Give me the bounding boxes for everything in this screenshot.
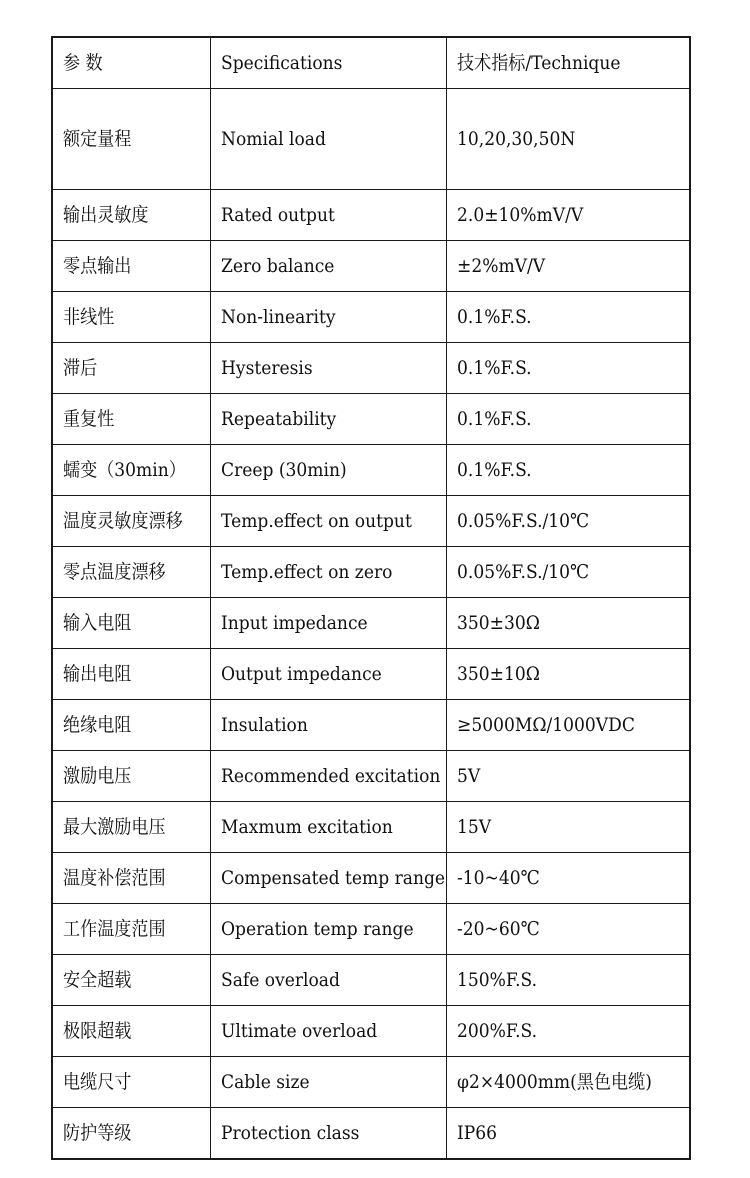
table-row <box>52 445 690 496</box>
row-en-label: Creep (30min) <box>210 445 446 496</box>
row-cn-label: 额定量程 <box>52 89 210 190</box>
row-en-label: Repeatability <box>210 394 446 445</box>
spec-sheet <box>51 36 689 1156</box>
row-cn-label: 零点温度漂移 <box>52 547 210 598</box>
row-value: ±2%mV/V <box>446 241 690 292</box>
row-cn-label: 输出灵敏度 <box>52 190 210 241</box>
table-row <box>52 343 690 394</box>
row-value: 5V <box>446 751 690 802</box>
row-value: 350±30Ω <box>446 598 690 649</box>
row-en-label: Nomial load <box>210 89 446 190</box>
table-row <box>52 1057 690 1108</box>
header-spec: Specifications <box>210 37 446 89</box>
row-cn-label: 最大激励电压 <box>52 802 210 853</box>
row-cn-label: 激励电压 <box>52 751 210 802</box>
row-value: 350±10Ω <box>446 649 690 700</box>
row-en-label: Protection class <box>210 1108 446 1160</box>
row-cn-label: 绝缘电阻 <box>52 700 210 751</box>
table-row <box>52 89 690 190</box>
specifications-table <box>51 36 691 1160</box>
row-value: 2.0±10%mV/V <box>446 190 690 241</box>
row-value: -20~60℃ <box>446 904 690 955</box>
row-cn-label: 零点输出 <box>52 241 210 292</box>
row-cn-label: 极限超载 <box>52 1006 210 1057</box>
row-en-label: Recommended excitation <box>210 751 446 802</box>
row-cn-label: 滞后 <box>52 343 210 394</box>
row-cn-label: 重复性 <box>52 394 210 445</box>
table-row <box>52 853 690 904</box>
table-row <box>52 1108 690 1160</box>
header-technique: 技术指标/Technique <box>446 37 690 89</box>
row-value: 0.1%F.S. <box>446 445 690 496</box>
row-en-label: Output impedance <box>210 649 446 700</box>
table-row <box>52 394 690 445</box>
table-row <box>52 955 690 1006</box>
row-cn-label: 电缆尺寸 <box>52 1057 210 1108</box>
row-en-label: Insulation <box>210 700 446 751</box>
table-row <box>52 292 690 343</box>
row-value: 0.05%F.S./10℃ <box>446 496 690 547</box>
row-en-label: Ultimate overload <box>210 1006 446 1057</box>
row-en-label: Rated output <box>210 190 446 241</box>
table-row <box>52 190 690 241</box>
row-value: 0.1%F.S. <box>446 394 690 445</box>
row-en-label: Zero balance <box>210 241 446 292</box>
table-row <box>52 547 690 598</box>
table-row <box>52 904 690 955</box>
row-en-label: Operation temp range <box>210 904 446 955</box>
row-cn-label: 工作温度范围 <box>52 904 210 955</box>
row-value: φ2×4000mm(黑色电缆) <box>446 1057 690 1108</box>
row-en-label: Input impedance <box>210 598 446 649</box>
table-row <box>52 649 690 700</box>
row-en-label: Temp.effect on zero <box>210 547 446 598</box>
row-en-label: Non-linearity <box>210 292 446 343</box>
row-value: 10,20,30,50N <box>446 89 690 190</box>
row-en-label: Temp.effect on output <box>210 496 446 547</box>
row-en-label: Safe overload <box>210 955 446 1006</box>
table-row <box>52 751 690 802</box>
row-value: 0.05%F.S./10℃ <box>446 547 690 598</box>
table-row <box>52 496 690 547</box>
row-cn-label: 输出电阻 <box>52 649 210 700</box>
row-value: 0.1%F.S. <box>446 292 690 343</box>
row-value: 0.1%F.S. <box>446 343 690 394</box>
header-param: 参 数 <box>52 37 210 89</box>
row-cn-label: 蠕变（30min） <box>52 445 210 496</box>
row-cn-label: 温度补偿范围 <box>52 853 210 904</box>
row-cn-label: 安全超载 <box>52 955 210 1006</box>
table-row <box>52 700 690 751</box>
row-en-label: Hysteresis <box>210 343 446 394</box>
row-value: 200%F.S. <box>446 1006 690 1057</box>
row-cn-label: 输入电阻 <box>52 598 210 649</box>
table-row <box>52 241 690 292</box>
row-value: -10~40℃ <box>446 853 690 904</box>
row-value: 150%F.S. <box>446 955 690 1006</box>
table-row <box>52 598 690 649</box>
row-en-label: Cable size <box>210 1057 446 1108</box>
row-value: ≥5000MΩ/1000VDC <box>446 700 690 751</box>
row-cn-label: 非线性 <box>52 292 210 343</box>
row-en-label: Maxmum excitation <box>210 802 446 853</box>
table-row <box>52 1006 690 1057</box>
row-cn-label: 温度灵敏度漂移 <box>52 496 210 547</box>
row-value: IP66 <box>446 1108 690 1160</box>
row-value: 15V <box>446 802 690 853</box>
table-header-row <box>52 37 690 89</box>
row-cn-label: 防护等级 <box>52 1108 210 1160</box>
table-row <box>52 802 690 853</box>
row-en-label: Compensated temp range <box>210 853 446 904</box>
